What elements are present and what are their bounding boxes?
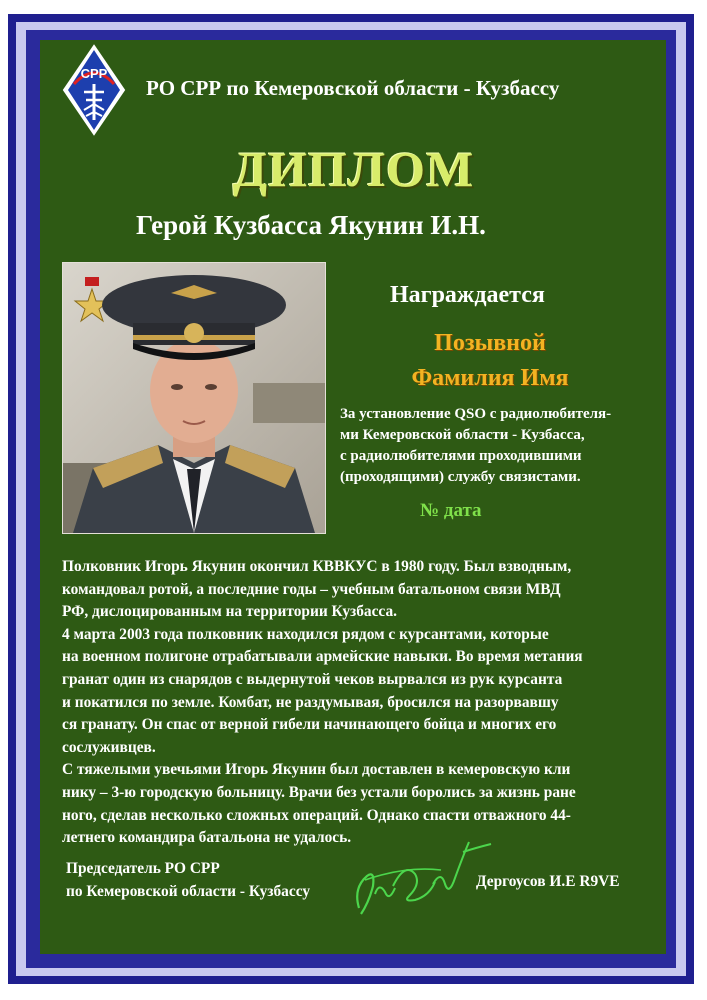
story-line: РФ, дислоцированным на территории Кузбасса. bbox=[62, 603, 397, 621]
logo-letters: СРР bbox=[80, 66, 108, 81]
story-line: гранат один из снарядов с выдернутой чеков вырвался из рук курсанта bbox=[62, 670, 563, 688]
award-reason bbox=[340, 404, 676, 488]
srr-logo-icon bbox=[62, 44, 126, 136]
portrait-photo bbox=[62, 262, 326, 534]
signer-name: Дергоусов И.Е R9VE bbox=[476, 873, 620, 890]
callsign-placeholder: Позывной bbox=[434, 330, 546, 356]
story-line: Полковник Игорь Якунин окончил КВВКУС в 1980 году. Был взводным, bbox=[62, 558, 572, 575]
handwritten-signature bbox=[345, 822, 495, 922]
chairman-region: по Кемеровской области - Кузбассу bbox=[66, 883, 311, 900]
story-line: ного, сделав несколько сложных операций. Однако спасти отважного 44- bbox=[62, 806, 571, 824]
hero-name: Герой Кузбасса Якунин И.Н. bbox=[136, 210, 486, 240]
name-placeholder: Фамилия Имя bbox=[411, 365, 569, 391]
story-line: С тяжелыми увечьями Игорь Якунин был доставлен в кемеровскую кли bbox=[62, 761, 571, 779]
story-line: нику – 3-ю городскую больницу. Врачи без устали боролись за жизнь ране bbox=[62, 783, 576, 801]
diploma-title: ДИПЛОМ bbox=[232, 141, 475, 197]
reason-line: ми Кемеровской области - Кузбасса, bbox=[340, 427, 585, 443]
story-line: летнего командира батальона не удалось. bbox=[62, 829, 352, 847]
story-line: на военном полигоне отрабатывали армейские навыки. Во время метания bbox=[62, 648, 583, 666]
story-line: сослуживцев. bbox=[62, 738, 156, 756]
biography-text bbox=[62, 556, 674, 850]
story-line: командовал ротой, а последние годы – учебным батальоном связи МВД bbox=[62, 580, 561, 598]
reason-line: За установление QSO с радиолюбителя- bbox=[340, 406, 612, 422]
number-date: № дата bbox=[420, 500, 482, 521]
story-line: и покатился по земле. Комбат, не раздумывая, бросился на разорвавшу bbox=[62, 693, 559, 711]
chairman-title: Председатель РО СРР bbox=[66, 860, 220, 877]
reason-line: (проходящими) службу связистами. bbox=[340, 469, 581, 485]
organization-title: РО СРР по Кемеровской области - Кузбассу bbox=[146, 76, 560, 100]
awarded-label: Награждается bbox=[390, 282, 545, 308]
story-line: 4 марта 2003 года полковник находился рядом с курсантами, которые bbox=[62, 625, 549, 643]
story-line: ся гранату. Он спас от верной гибели начинающего бойца и многих его bbox=[62, 716, 557, 734]
reason-line: с радиолюбителями проходившими bbox=[340, 448, 582, 464]
